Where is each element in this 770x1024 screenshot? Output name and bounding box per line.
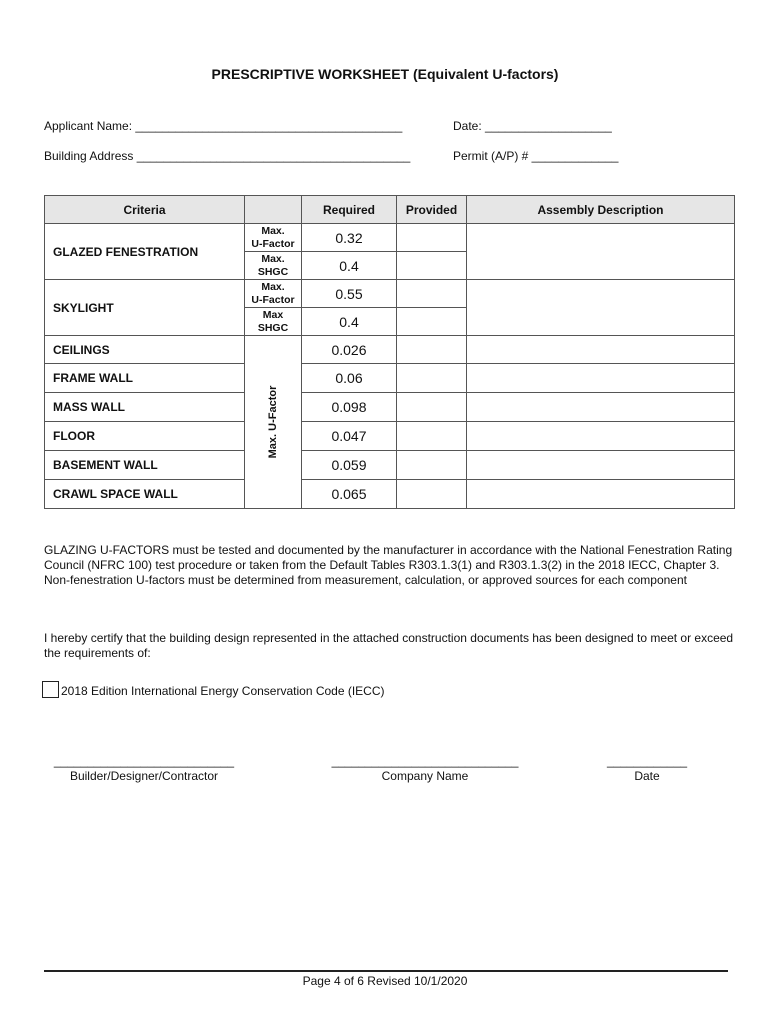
builder-signature-label: Builder/Designer/Contractor — [69, 769, 219, 783]
criteria-label: FRAME WALL — [45, 364, 245, 393]
certification-statement: I hereby certify that the building design represented in the attached construction documents has been designed to meet or exceed the requirements of: — [44, 631, 734, 660]
unit-header — [245, 196, 302, 224]
page-footer: Page 4 of 6 Revised 10/1/2020 — [302, 974, 468, 988]
assembly-description-cell[interactable] — [467, 336, 735, 364]
provided-cell[interactable] — [397, 451, 467, 480]
table-row — [45, 280, 735, 308]
criteria-label: CEILINGS — [45, 336, 245, 364]
date-field[interactable]: Date: ___________________ — [453, 119, 612, 133]
assembly-description-cell[interactable] — [467, 422, 735, 451]
glazed-fenestration-label: GLAZED FENESTRATION — [45, 224, 245, 280]
assembly-description-cell[interactable] — [467, 224, 735, 280]
table-row — [45, 451, 735, 480]
assembly-description-cell[interactable] — [467, 393, 735, 422]
company-name-line[interactable]: ____________________________ — [331, 754, 519, 768]
iecc-checkbox-label: 2018 Edition International Energy Conservation Code (IECC) — [61, 684, 385, 698]
worksheet-table — [44, 195, 735, 509]
assembly-description-cell[interactable] — [467, 364, 735, 393]
provided-cell[interactable] — [397, 336, 467, 364]
required-value: 0.059 — [302, 451, 397, 480]
unit-label: Max. SHGC — [245, 252, 302, 280]
table-row — [45, 336, 735, 364]
company-name-label: Company Name — [381, 769, 469, 783]
assembly-header: Assembly Description — [467, 196, 735, 224]
skylight-label: SKYLIGHT — [45, 280, 245, 336]
table-header-row — [45, 196, 735, 224]
required-value: 0.026 — [302, 336, 397, 364]
criteria-label: BASEMENT WALL — [45, 451, 245, 480]
unit-label: Max SHGC — [245, 308, 302, 336]
date-signature-line[interactable]: ____________ — [606, 754, 688, 768]
criteria-label: FLOOR — [45, 422, 245, 451]
building-address-field[interactable]: Building Address _________________________________________ — [44, 149, 411, 163]
criteria-label: CRAWL SPACE WALL — [45, 480, 245, 509]
table-row — [45, 364, 735, 393]
required-value: 0.4 — [302, 252, 397, 280]
table-row — [45, 480, 735, 509]
provided-cell[interactable] — [397, 393, 467, 422]
builder-signature-line[interactable]: ___________________________ — [53, 754, 235, 768]
provided-cell[interactable] — [397, 224, 467, 252]
date-signature-label: Date — [634, 769, 660, 783]
criteria-header: Criteria — [45, 196, 245, 224]
assembly-description-cell[interactable] — [467, 451, 735, 480]
iecc-checkbox[interactable] — [42, 681, 59, 698]
table-row — [45, 393, 735, 422]
provided-cell[interactable] — [397, 480, 467, 509]
provided-cell[interactable] — [397, 308, 467, 336]
vertical-unit-label: Max. U-Factor — [267, 385, 279, 459]
table-row — [45, 224, 735, 252]
provided-cell[interactable] — [397, 252, 467, 280]
applicant-name-field[interactable]: Applicant Name: ________________________________________ — [44, 119, 403, 133]
required-value: 0.32 — [302, 224, 397, 252]
footer-divider — [44, 970, 728, 972]
required-value: 0.098 — [302, 393, 397, 422]
unit-label: Max. U-Factor — [245, 224, 302, 252]
table-row — [45, 422, 735, 451]
unit-label: Max. U-Factor — [245, 280, 302, 308]
page-title: PRESCRIPTIVE WORKSHEET (Equivalent U-factors) — [211, 66, 559, 82]
required-header: Required — [302, 196, 397, 224]
permit-field[interactable]: Permit (A/P) # _____________ — [453, 149, 619, 163]
criteria-label: MASS WALL — [45, 393, 245, 422]
provided-cell[interactable] — [397, 280, 467, 308]
required-value: 0.065 — [302, 480, 397, 509]
vertical-unit-cell — [245, 336, 302, 509]
assembly-description-cell[interactable] — [467, 480, 735, 509]
glazing-note: GLAZING U-FACTORS must be tested and documented by the manufacturer in accordance with the National Fenestration Rating Council (NFRC 100) test procedure or taken from the Default Tables R303.1.3(1) and R303.1.3(2) in the 2018 IECC, Chapter 3. Non-fenestration U-factors must be determined from measurement, calculation, or approved sources for each component — [44, 543, 733, 587]
required-value: 0.4 — [302, 308, 397, 336]
assembly-description-cell[interactable] — [467, 280, 735, 336]
provided-cell[interactable] — [397, 364, 467, 393]
required-value: 0.06 — [302, 364, 397, 393]
required-value: 0.55 — [302, 280, 397, 308]
provided-header: Provided — [397, 196, 467, 224]
provided-cell[interactable] — [397, 422, 467, 451]
required-value: 0.047 — [302, 422, 397, 451]
